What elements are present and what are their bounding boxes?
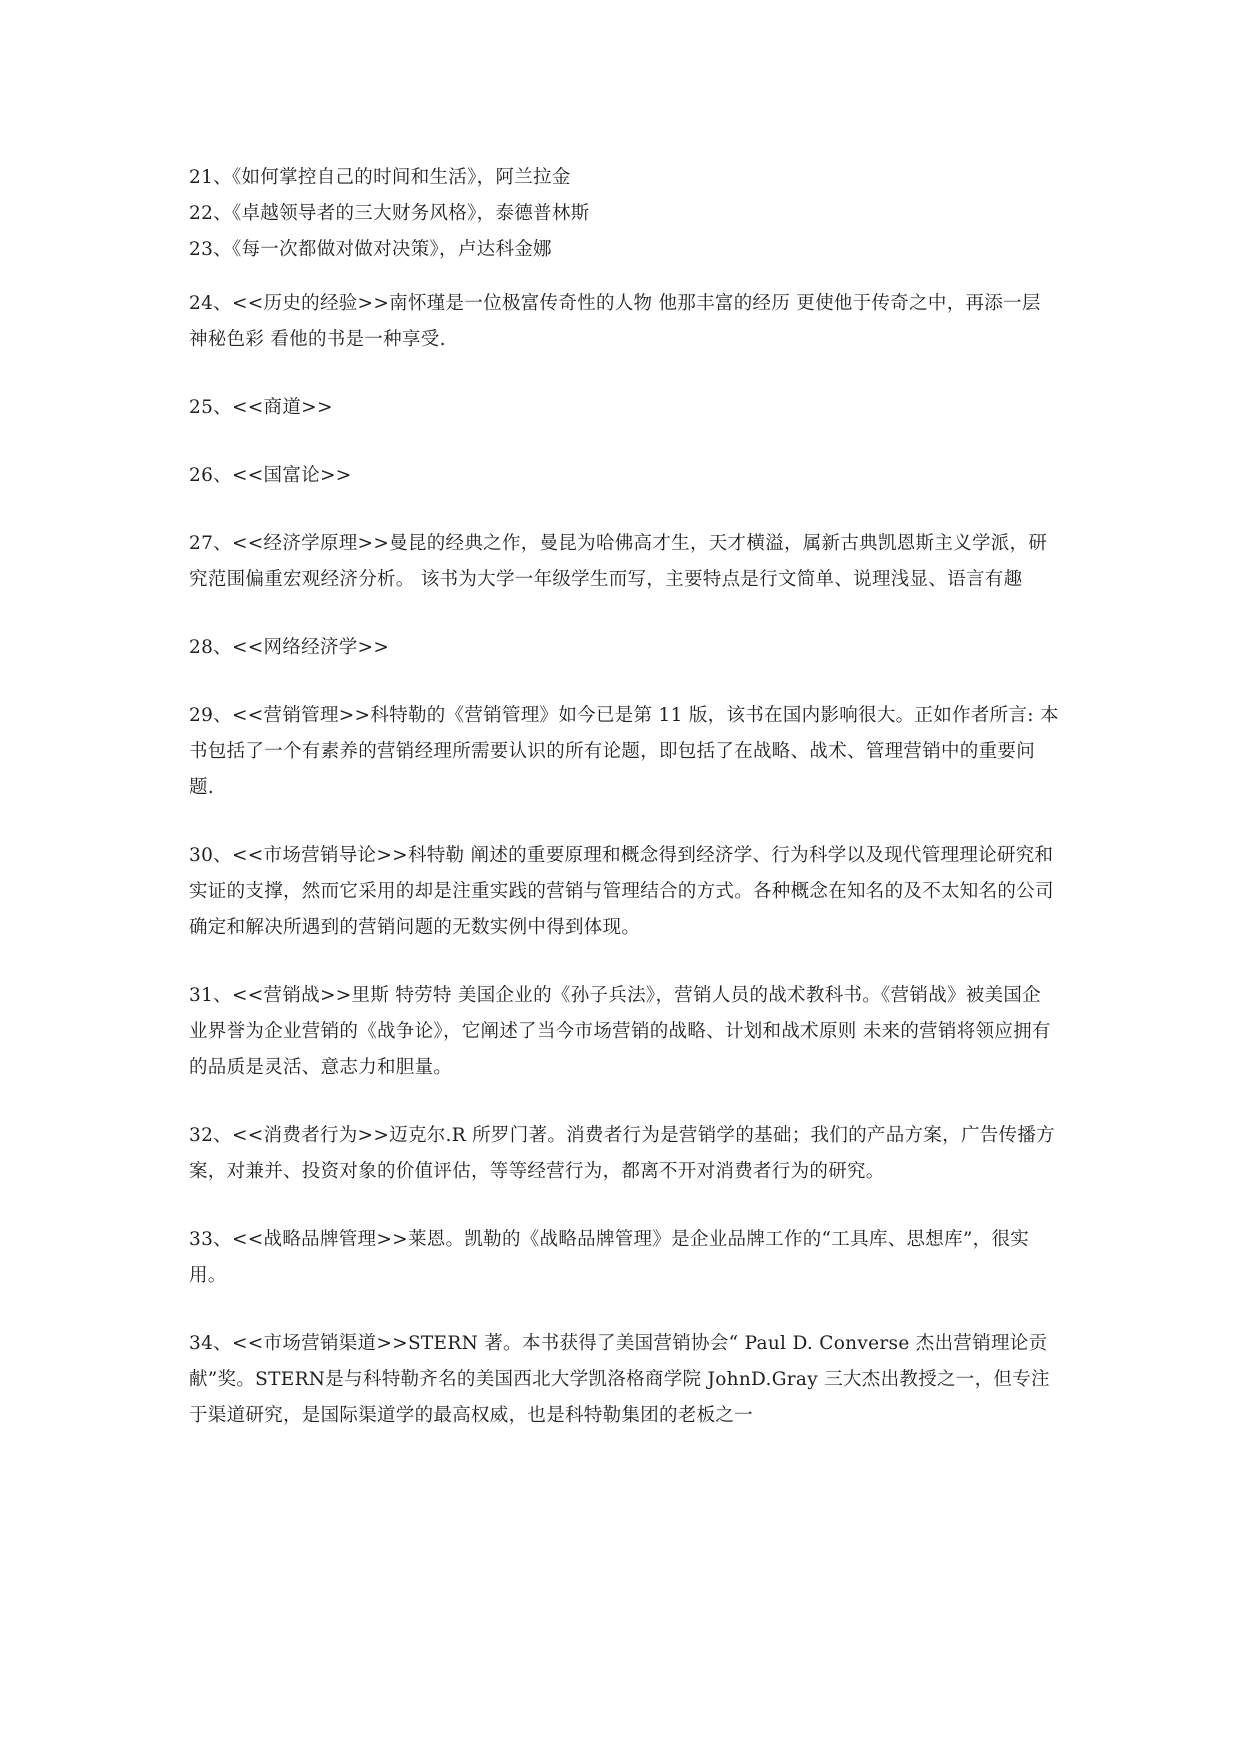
book-list	[189, 160, 1059, 1434]
list-item: 32、<<消费者行为>>迈克尔.R 所罗门著。消费者行为是营销学的基础；我们的产品方案，广告传播方案，对兼并、投资对象的价值评估，等等经营行为，都离不开对消费者行为的研究。	[189, 1125, 1055, 1182]
list-item: 23、《每一次都做对做对决策》，卢达科金娜	[189, 239, 552, 260]
list-item: 30、<<市场营销导论>>科特勒 阐述的重要原理和概念得到经济学、行为科学以及现代管理理论研究和实证的支撑，然而它采用的却是注重实践的营销与管理结合的方式。各种概念在知名的及不太知名的公司确定和解决所遇到的营销问题的无数实例中得到体现。	[189, 845, 1054, 938]
list-item: 34、<<市场营销渠道>>STERN 著。本书获得了美国营销协会“ Paul D. Converse 杰出营销理论贡献”奖。STERN是与科特勒齐名的美国西北大学凯洛格商学院 JohnD.Gray 三大杰出教授之一，但专注于渠道研究，是国际渠道学的最高权威，也是科特勒集团的老板之一	[189, 1333, 1050, 1426]
list-item: 26、<<国富论>>	[189, 465, 352, 486]
list-item: 29、<<营销管理>>科特勒的《营销管理》如今已是第 11 版，该书在国内影响很大。正如作者所言: 本书包括了一个有素养的营销经理所需要认识的所有论题，即包括了在战略、战术、管理营销中的重要问题.	[189, 705, 1059, 798]
list-item: 24、<<历史的经验>>南怀瑾是一位极富传奇性的人物 他那丰富的经历 更使他于传奇之中，再添一层神秘色彩 看他的书是一种享受.	[189, 293, 1041, 350]
list-item: 22、《卓越领导者的三大财务风格》，泰德普林斯	[189, 203, 590, 224]
list-item: 27、<<经济学原理>>曼昆的经典之作，曼昆为哈佛高才生，天才横溢，属新古典凯恩斯主义学派，研究范围偏重宏观经济分析。 该书为大学一年级学生而写，主要特点是行文简单、说理浅显、语言有趣	[189, 533, 1048, 590]
list-item: 33、<<战略品牌管理>>莱恩。凯勒的《战略品牌管理》是企业品牌工作的“工具库、思想库”，很实用。	[189, 1229, 1030, 1286]
list-item: 31、<<营销战>>里斯 特劳特 美国企业的《孙子兵法》，营销人员的战术教科书。《营销战》被美国企业界誉为企业营销的《战争论》，它阐述了当今市场营销的战略、计划和战术原则 未来的营销将领应拥有的品质是灵活、意志力和胆量。	[189, 985, 1051, 1078]
list-item: 28、<<网络经济学>>	[189, 637, 390, 658]
list-item: 21、《如何掌控自己的时间和生活》，阿兰拉金	[189, 167, 571, 188]
list-item: 25、<<商道>>	[189, 397, 333, 418]
